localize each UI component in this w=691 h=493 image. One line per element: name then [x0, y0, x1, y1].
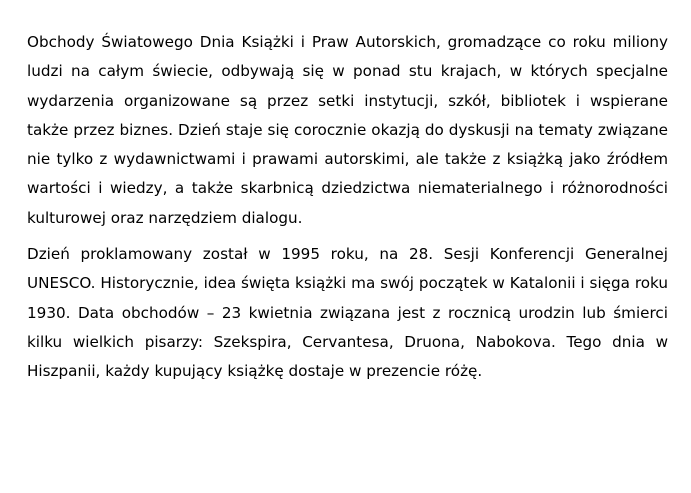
document-body: [27, 28, 668, 387]
paragraph-book-day-history: Dzień proklamowany został w 1995 roku, na 28. Sesji Konferencji Generalnej UNESCO. Historycznie, idea święta książki ma swój początek w Katalonii i sięga roku 1930. Data obchodów – 23 kwietnia związana jest z rocznicą urodzin lub śmierci kilku wielkich pisarzy: Szekspira, Cervantesa, Druona, Nabokova. Tego dnia w Hiszpanii, każdy kupujący książkę dostaje w prezencie różę.: [27, 245, 668, 381]
paragraph-book-day-celebrations: Obchody Światowego Dnia Książki i Praw Autorskich, gromadzące co roku miliony ludzi na całym świecie, odbywają się w ponad stu krajach, w których specjalne wydarzenia organizowane są przez setki instytucji, szkół, bibliotek i wspierane także przez biznes. Dzień staje się corocznie okazją do dyskusji na tematy związane nie tylko z wydawnictwami i prawami autorskimi, ale także z książką jako źródłem wartości i wiedzy, a także skarbnicą dziedzictwa niematerialnego i różnorodności kulturowej oraz narzędziem dialogu.: [27, 33, 668, 227]
